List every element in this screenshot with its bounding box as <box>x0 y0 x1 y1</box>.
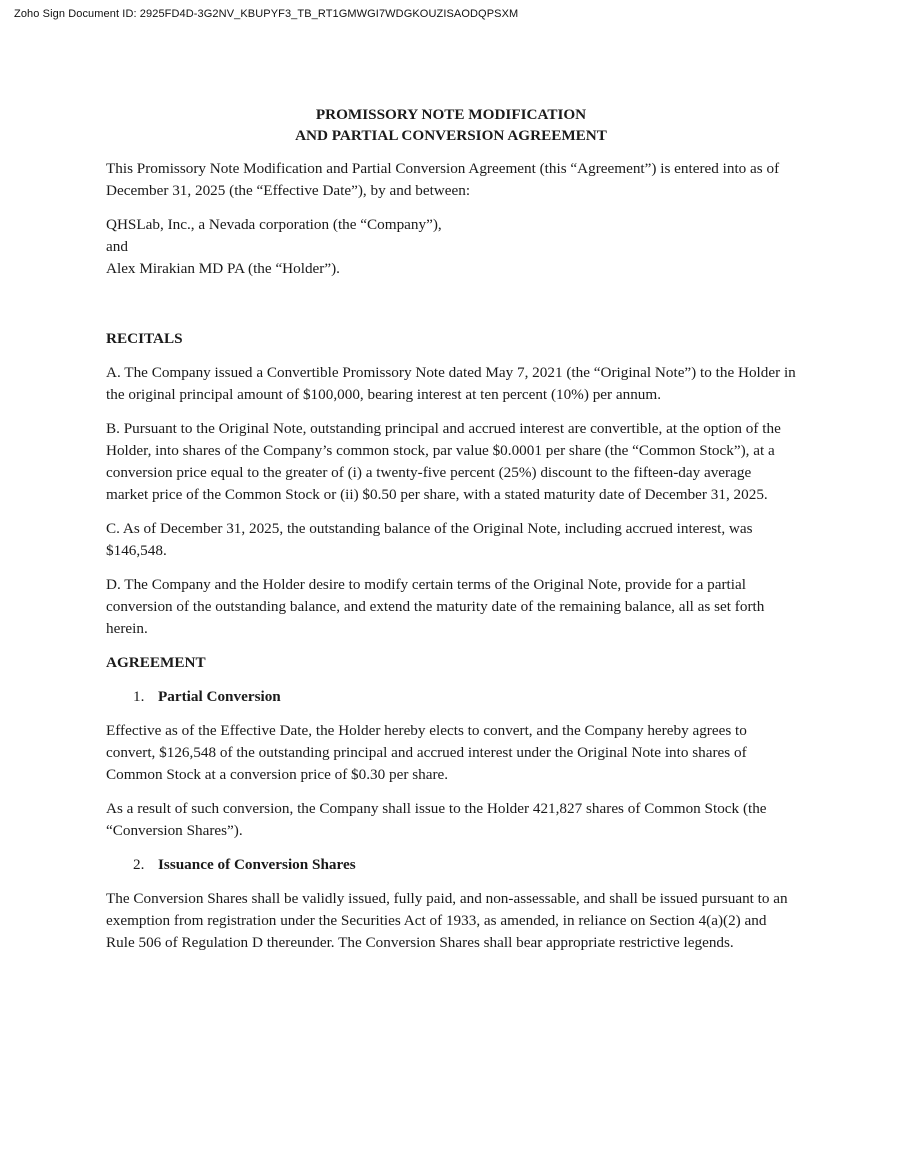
section-1-paragraph-2: As a result of such conversion, the Company shall issue to the Holder 421,827 shares of Common Stock (the “Conversion Shares”). <box>106 800 767 839</box>
section-2-paragraph-1: The Conversion Shares shall be validly issued, fully paid, and non-assessable, and shall be issued pursuant to an exemption from registration under the Securities Act of 1933, as amended, in reliance on Section 4(a)(2) and Rule 506 of Regulation D thereunder. The Conversion Shares shall bear appropriate restrictive legends. <box>106 890 788 951</box>
section-title: Issuance of Conversion Shares <box>158 856 356 873</box>
recital-b: B. Pursuant to the Original Note, outstanding principal and accrued interest are convertible, at the option of the Holder, into shares of the Company’s common stock, par value $0.0001 per share (the “Common Stock”), at a conversion price equal to the greater of (i) a twenty-five percent (25%) discount to the fifteen-day average market price of the Common Stock or (ii) $0.50 per share, with a stated maturity date of December 31, 2025. <box>106 420 781 503</box>
document-page <box>106 104 796 966</box>
party-holder: Alex Mirakian MD PA (the “Holder”). <box>106 260 340 277</box>
recital-a: A. The Company issued a Convertible Promissory Note dated May 7, 2021 (the “Original Note”) to the Holder in the original principal amount of $100,000, bearing interest at ten percent (10%) per annum. <box>106 364 796 403</box>
title-line-2: AND PARTIAL CONVERSION AGREEMENT <box>295 127 607 144</box>
section-2-heading <box>106 854 796 876</box>
section-1-paragraph-1: Effective as of the Effective Date, the Holder hereby elects to convert, and the Company hereby agrees to convert, $126,548 of the outstanding principal and accrued interest under the Original Note into shares of Common Stock at a conversion price of $0.30 per share. <box>106 722 747 783</box>
recitals-heading: RECITALS <box>106 330 183 347</box>
document-id: Zoho Sign Document ID: 2925FD4D-3G2NV_KBUPYF3_TB_RT1GMWGI7WDGKOUZISAODQPSXM <box>14 8 519 20</box>
section-title: Partial Conversion <box>158 688 281 705</box>
title-line-1: PROMISSORY NOTE MODIFICATION <box>315 106 587 123</box>
party-company: QHSLab, Inc., a Nevada corporation (the “Company”), <box>106 216 442 233</box>
section-number: 2. <box>133 856 145 873</box>
recital-c: C. As of December 31, 2025, the outstanding balance of the Original Note, including accrued interest, was $146,548. <box>106 520 753 559</box>
parties-block <box>106 214 796 280</box>
document-title <box>106 104 796 146</box>
recital-d: D. The Company and the Holder desire to modify certain terms of the Original Note, provide for a partial conversion of the outstanding balance, and extend the maturity date of the remaining balance, all as set forth herein. <box>106 576 765 637</box>
intro-paragraph: This Promissory Note Modification and Partial Conversion Agreement (this “Agreement”) is entered into as of December 31, 2025 (the “Effective Date”), by and between: <box>106 160 780 199</box>
agreement-heading: AGREEMENT <box>106 654 206 671</box>
section-1-heading <box>106 686 796 708</box>
party-connector: and <box>106 238 128 255</box>
section-number: 1. <box>133 688 145 705</box>
